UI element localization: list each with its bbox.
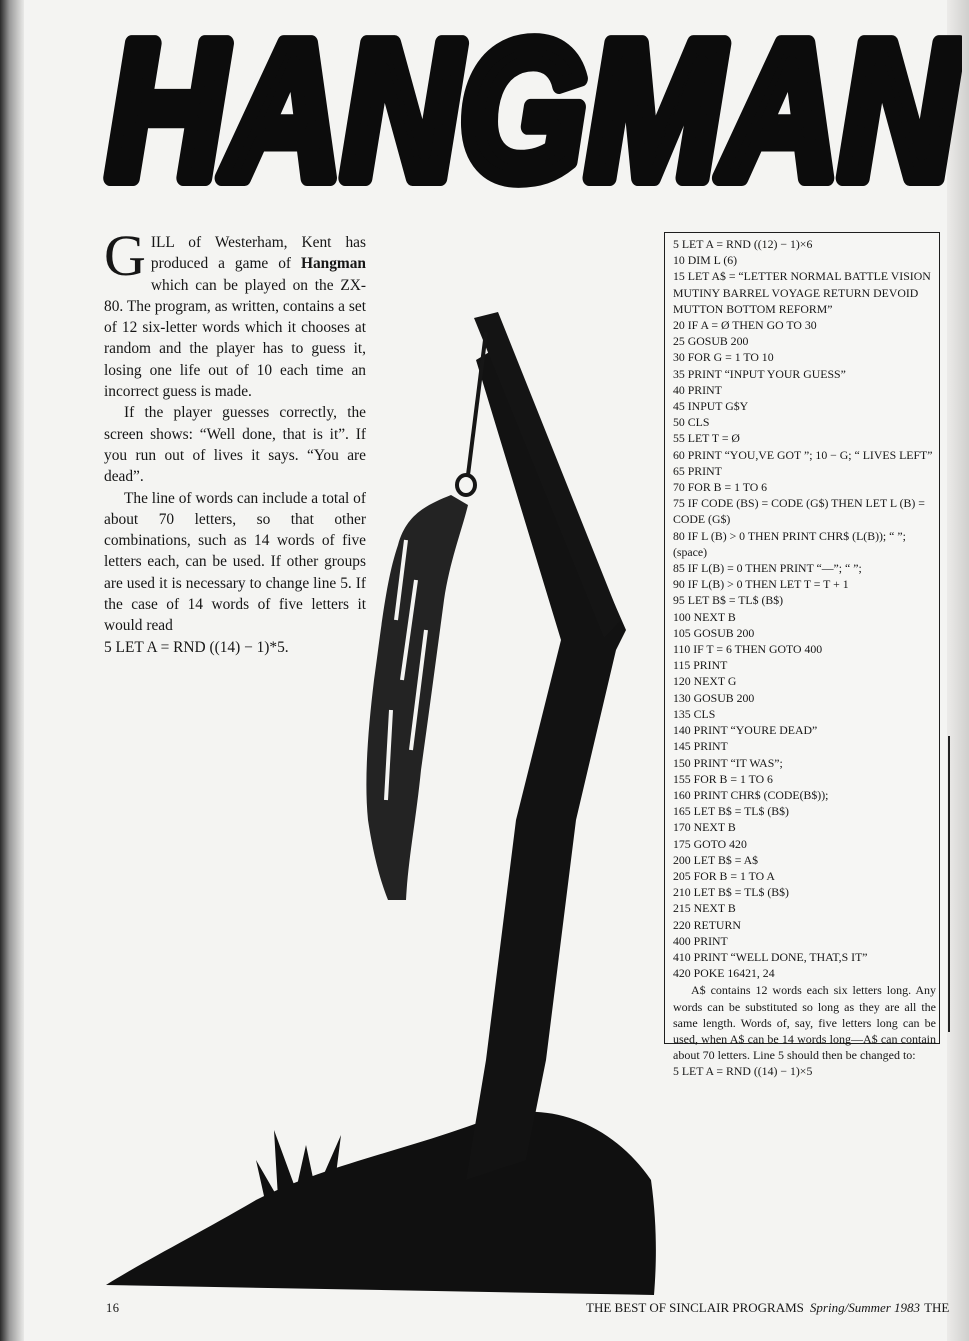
listing-line: 20 IF A = Ø THEN GO TO 30 bbox=[673, 318, 817, 333]
listing-line: 220 RETURN bbox=[673, 917, 741, 932]
listing-line: 205 FOR B = 1 TO A bbox=[673, 868, 775, 883]
listing-line: 25 GOSUB 200 bbox=[673, 334, 749, 349]
magazine-name: THE BEST OF SINCLAIR PROGRAMS bbox=[586, 1300, 804, 1315]
listing-line: 55 LET T = Ø bbox=[673, 431, 740, 446]
listing-line: 75 IF CODE (BS) = CODE (G$) THEN LET L (B) = CODE (G$) bbox=[673, 496, 928, 527]
listing-line: 95 LET B$ = TL$ (B$) bbox=[673, 593, 784, 608]
listing-line: 105 GOSUB 200 bbox=[673, 625, 755, 640]
listing-line: 40 PRINT bbox=[673, 382, 722, 397]
listing-line: 60 PRINT “YOU,VE GOT ”; 10 − G; “ LIVES LEFT” bbox=[673, 447, 933, 462]
facing-page-spill: THE bbox=[924, 1300, 950, 1315]
listing-line: 30 FOR G = 1 TO 10 bbox=[673, 350, 774, 365]
listing-line: 45 INPUT G$Y bbox=[673, 399, 749, 414]
listing-line: 135 CLS bbox=[673, 706, 716, 721]
listing-line: 130 GOSUB 200 bbox=[673, 690, 755, 705]
listing-line: 410 PRINT “WELL DONE, THAT,S IT” bbox=[673, 949, 868, 964]
listing-line: 120 NEXT G bbox=[673, 674, 737, 689]
ground-mound bbox=[106, 1112, 656, 1295]
listing-line: 100 NEXT B bbox=[673, 609, 736, 624]
program-listing bbox=[664, 232, 940, 1079]
program-name: Hangman bbox=[301, 255, 366, 273]
listing-line: 145 PRINT bbox=[673, 739, 728, 754]
listing-line: 65 PRINT bbox=[673, 463, 722, 478]
listing-line: 70 FOR B = 1 TO 6 bbox=[673, 480, 768, 495]
title-text: HANGMAN bbox=[107, 20, 960, 205]
listing-note-code: 5 LET A = RND ((14) − 1)×5 bbox=[673, 1064, 813, 1079]
listing-line: 200 LET B$ = A$ bbox=[673, 852, 759, 867]
article-title bbox=[102, 20, 962, 205]
listing-line: 400 PRINT bbox=[673, 933, 728, 948]
listing-line: 5 LET A = RND ((12) − 1)×6 bbox=[673, 237, 813, 251]
footer-magazine bbox=[586, 1300, 949, 1316]
rope bbox=[468, 332, 486, 475]
listing-line: 50 CLS bbox=[673, 415, 710, 430]
drop-cap: G bbox=[104, 223, 146, 288]
listing-line: 35 PRINT “INPUT YOUR GUESS” bbox=[673, 366, 846, 381]
listing-line: 165 LET B$ = TL$ (B$) bbox=[673, 804, 789, 819]
intro-paragraph-3: The line of words can include a total of about 70 letters, so that other combinations, such as 14 words of five letters each, can be used. If other groups are used it is necessary to change line 5. If the case of 14 words of five letters it would read bbox=[104, 489, 366, 635]
listing-line: 175 GOTO 420 bbox=[673, 836, 747, 851]
listing-note: A$ contains 12 words each six letters long. Any words can be substituted so long as they are all the same length. Words of, say, five letters long can be used, when A$ can be 14 words long—A$ can contain about 70 letters. Line 5 should then be changed to: bbox=[673, 983, 936, 1063]
issue-season: Spring/Summer 1983 bbox=[809, 1300, 921, 1315]
intro-lead-text: ILL of Westerham, Kent has produced a game of bbox=[150, 234, 366, 273]
listing-line: 110 IF T = 6 THEN GOTO 400 bbox=[673, 642, 823, 657]
listing-line: 160 PRINT CHR$ (CODE(B$)); bbox=[673, 787, 829, 802]
listing-lines bbox=[665, 233, 939, 1080]
listing-line: 155 FOR B = 1 TO 6 bbox=[673, 771, 773, 786]
intro-paragraph-2: If the player guesses correctly, the screen shows: “Well done, that is it”. If you run out of lives it says. “You are dead”. bbox=[104, 404, 366, 486]
listing-line: 90 IF L(B) > 0 THEN LET T = T + 1 bbox=[673, 577, 849, 592]
listing-line: 85 IF L(B) = 0 THEN PRINT “—”; “ ”; bbox=[673, 561, 862, 576]
intro-rest-text: which can be played on the ZX-80. The program, as written, contains a set of 12 six-letter words which it chooses at random and the player has to guess it, losing one life out of 10 each time an incorrect guess is made. bbox=[104, 276, 366, 401]
intro-code-line: 5 LET A = RND ((14) − 1)*5. bbox=[104, 638, 289, 656]
page-number: 16 bbox=[106, 1301, 120, 1315]
listing-line: 10 DIM L (6) bbox=[673, 253, 738, 268]
listing-line: 115 PRINT bbox=[673, 658, 728, 673]
next-page-edge bbox=[948, 736, 964, 1032]
listing-line: 170 NEXT B bbox=[673, 820, 736, 835]
listing-line: 420 POKE 16421, 24 bbox=[673, 966, 775, 981]
noose bbox=[457, 475, 475, 495]
listing-line: 210 LET B$ = TL$ (B$) bbox=[673, 885, 789, 900]
listing-line: 15 LET A$ = “LETTER NORMAL BATTLE VISION MUTINY BARREL VOYAGE RETURN DEVOID MUTTON BOTTOM REFORM” bbox=[673, 269, 934, 316]
page-gutter-shadow bbox=[0, 0, 24, 1341]
gallows-illustration bbox=[106, 300, 661, 1300]
listing-line: 140 PRINT “YOURE DEAD” bbox=[673, 723, 818, 738]
listing-line: 80 IF L (B) > 0 THEN PRINT CHR$ (L(B)); “ ”; (space) bbox=[673, 528, 909, 559]
listing-line: 215 NEXT B bbox=[673, 901, 736, 916]
listing-line: 150 PRINT “IT WAS”; bbox=[673, 755, 783, 770]
